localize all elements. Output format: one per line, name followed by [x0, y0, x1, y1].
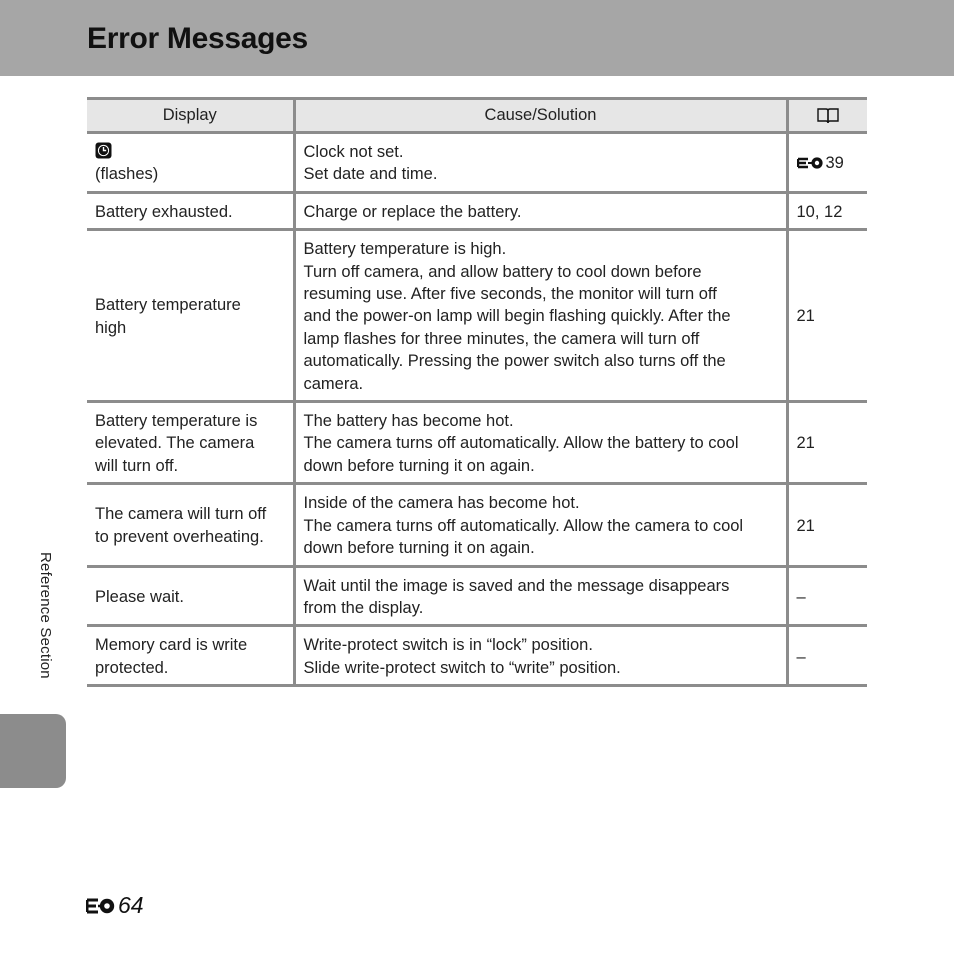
table-row — [87, 192, 867, 229]
reference-cell: 10, 12 — [787, 192, 867, 229]
reference-section-e-icon — [86, 897, 116, 915]
page-title: Error Messages — [87, 22, 308, 55]
reference-cell: – — [787, 626, 867, 686]
cause-cell: Inside of the camera has become hot. The camera turns off automatically. Allow the camera to cool down before turning it on again. — [294, 484, 787, 566]
table-row — [87, 626, 867, 686]
table-row — [87, 133, 867, 193]
reference-cell: 21 — [787, 230, 867, 402]
reference-cell: – — [787, 566, 867, 626]
table-row — [87, 402, 867, 484]
display-cell — [87, 133, 294, 193]
table-header-row — [87, 99, 867, 133]
display-text: (flashes) — [95, 165, 159, 184]
cause-cell: Charge or replace the battery. — [294, 192, 787, 229]
section-tab — [0, 714, 66, 788]
error-messages-table — [87, 97, 867, 687]
table-row — [87, 566, 867, 626]
header-cause-solution: Cause/Solution — [294, 99, 787, 133]
table-row — [87, 230, 867, 402]
cause-cell: Battery temperature is high. Turn off camera, and allow battery to cool down before resuming use. After five seconds, the monitor will turn off and the power-on lamp will begin flashing quickly. After the lamp flashes for three minutes, the camera will turn off automatically. Pressing the power switch also turns off the camera. — [294, 230, 787, 402]
reference-section-e-icon — [797, 156, 825, 170]
page-number: 64 — [86, 892, 144, 919]
display-cell: Battery temperature high — [87, 230, 294, 402]
reference-cell: 39 — [787, 133, 867, 193]
reference-cell: 21 — [787, 484, 867, 566]
title-bar — [0, 0, 954, 76]
display-cell: The camera will turn off to prevent overheating. — [87, 484, 294, 566]
reference-cell: 21 — [787, 402, 867, 484]
header-display: Display — [87, 99, 294, 133]
section-side-label: Reference Section — [37, 552, 54, 679]
display-cell: Memory card is write protected. — [87, 626, 294, 686]
cause-cell: Clock not set. Set date and time. — [294, 133, 787, 193]
display-cell: Battery temperature is elevated. The camera will turn off. — [87, 402, 294, 484]
book-icon — [816, 107, 840, 125]
cause-cell: Wait until the image is saved and the message disappears from the display. — [294, 566, 787, 626]
cause-cell: The battery has become hot. The camera turns off automatically. Allow the battery to cool down before turning it on again. — [294, 402, 787, 484]
clock-icon — [95, 142, 112, 159]
display-cell: Battery exhausted. — [87, 192, 294, 229]
table-row — [87, 484, 867, 566]
cause-cell: Write-protect switch is in “lock” position. Slide write-protect switch to “write” position. — [294, 626, 787, 686]
display-cell: Please wait. — [87, 566, 294, 626]
header-reference — [787, 99, 867, 133]
